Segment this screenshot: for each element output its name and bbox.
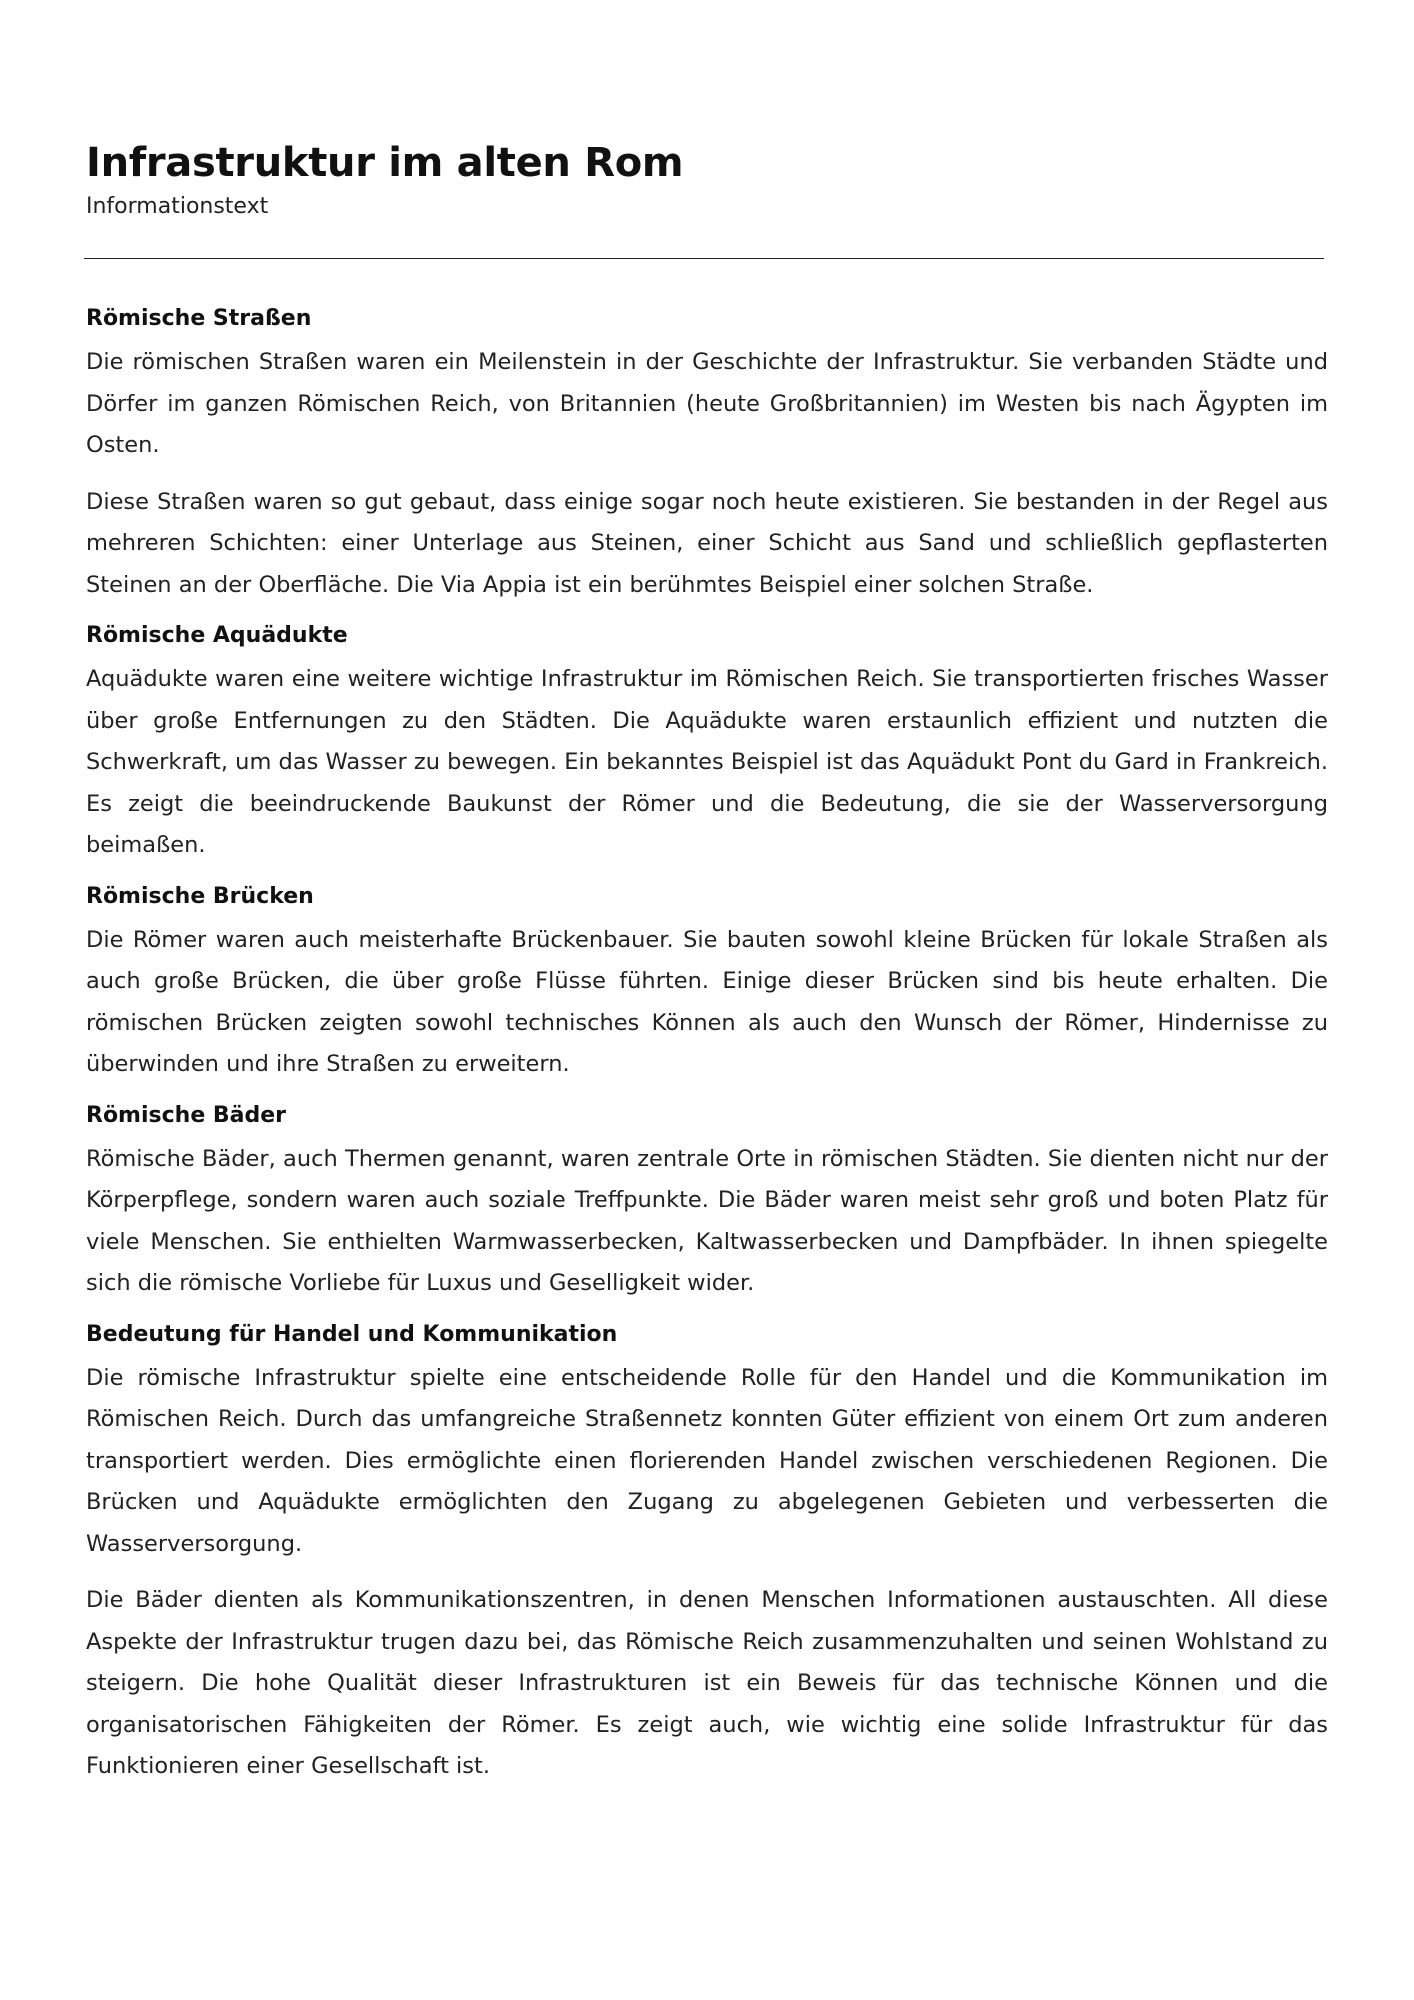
section-trade-communication bbox=[86, 1320, 1328, 1788]
section-heading: Bedeutung für Handel und Kommunikation bbox=[86, 1321, 618, 1347]
paragraph: Die römischen Straßen waren ein Meilenstein in der Geschichte der Infrastruktur. Sie verbanden Städte und Dörfer im ganzen Römischen Reich, von Britannien (heute Großbritannien) im Westen bis nach Ägypten im Osten. bbox=[86, 349, 1328, 458]
paragraph: Die Bäder dienten als Kommunikationszentren, in denen Menschen Informationen austauschten. All diese Aspekte der Infrastruktur trugen dazu bei, das Römische Reich zusammenzuhalten und seinen Wohlstand zu steigern. Die hohe Qualität dieser Infrastrukturen ist ein Beweis für das technische Können und die organisatorischen Fähigkeiten der Römer. Es zeigt auch, wie wichtig eine solide Infrastruktur für das Funktionieren einer Gesellschaft ist. bbox=[86, 1587, 1328, 1779]
section-heading: Römische Bäder bbox=[86, 1102, 287, 1128]
section-roman-aqueducts bbox=[86, 621, 1328, 867]
section-roman-baths bbox=[86, 1101, 1328, 1305]
paragraph: Römische Bäder, auch Thermen genannt, waren zentrale Orte in römischen Städten. Sie dienten nicht nur der Körperpflege, sondern waren auch soziale Treffpunkte. Die Bäder waren meist sehr groß und boten Platz für viele Menschen. Sie enthielten Warmwasserbecken, Kaltwasserbecken und Dampfbäder. In ihnen spiegelte sich die römische Vorliebe für Luxus und Geselligkeit wider. bbox=[86, 1145, 1328, 1296]
section-heading: Römische Straßen bbox=[86, 306, 312, 331]
sections bbox=[86, 304, 1328, 1788]
paragraph: Die Römer waren auch meisterhafte Brückenbauer. Sie bauten sowohl kleine Brücken für lokale Straßen als auch große Brücken, die über große Flüsse führten. Einige dieser Brücken sind bis heute erhalten. Die römischen Brücken zeigten sowohl technisches Können als auch den Wunsch der Römer, Hindernisse zu überwinden und ihre Straßen zu erweitern. bbox=[86, 926, 1328, 1077]
section-roman-bridges bbox=[86, 882, 1328, 1086]
document-page bbox=[86, 134, 1328, 1803]
paragraph: Die römische Infrastruktur spielte eine entscheidende Rolle für den Handel und die Kommunikation im Römischen Reich. Durch das umfangreiche Straßennetz konnten Güter effizient von einem Ort zum anderen transportiert werden. Dies ermöglichte einen florierenden Handel zwischen verschiedenen Regionen. Die Brücken und Aquädukte ermöglichten den Zugang zu abgelegenen Gebieten und verbesserten die Wasserversorgung. bbox=[86, 1364, 1328, 1557]
section-roman-roads bbox=[86, 304, 1328, 606]
section-heading: Römische Brücken bbox=[86, 883, 314, 909]
document-subtitle: Informationstext bbox=[86, 194, 269, 219]
title-divider bbox=[84, 258, 1324, 259]
paragraph: Aquädukte waren eine weitere wichtige Infrastruktur im Römischen Reich. Sie transportierten frisches Wasser über große Entfernungen zu den Städten. Die Aquädukte waren erstaunlich effizient und nutzten die Schwerkraft, um das Wasser zu bewegen. Ein bekanntes Beispiel ist das Aquädukt Pont du Gard in Frankreich. Es zeigt die beeindruckende Baukunst der Römer und die Bedeutung, die sie der Wasserversorgung beimaßen. bbox=[86, 666, 1328, 858]
section-heading: Römische Aquädukte bbox=[86, 623, 348, 648]
paragraph: Diese Straßen waren so gut gebaut, dass einige sogar noch heute existieren. Sie bestanden in der Regel aus mehreren Schichten: einer Unterlage aus Steinen, einer Schicht aus Sand und schließlich gepflasterten Steinen an der Oberfläche. Die Via Appia ist ein berühmtes Beispiel einer solchen Straße. bbox=[86, 488, 1328, 598]
document-title: Infrastruktur im alten Rom bbox=[86, 140, 684, 186]
